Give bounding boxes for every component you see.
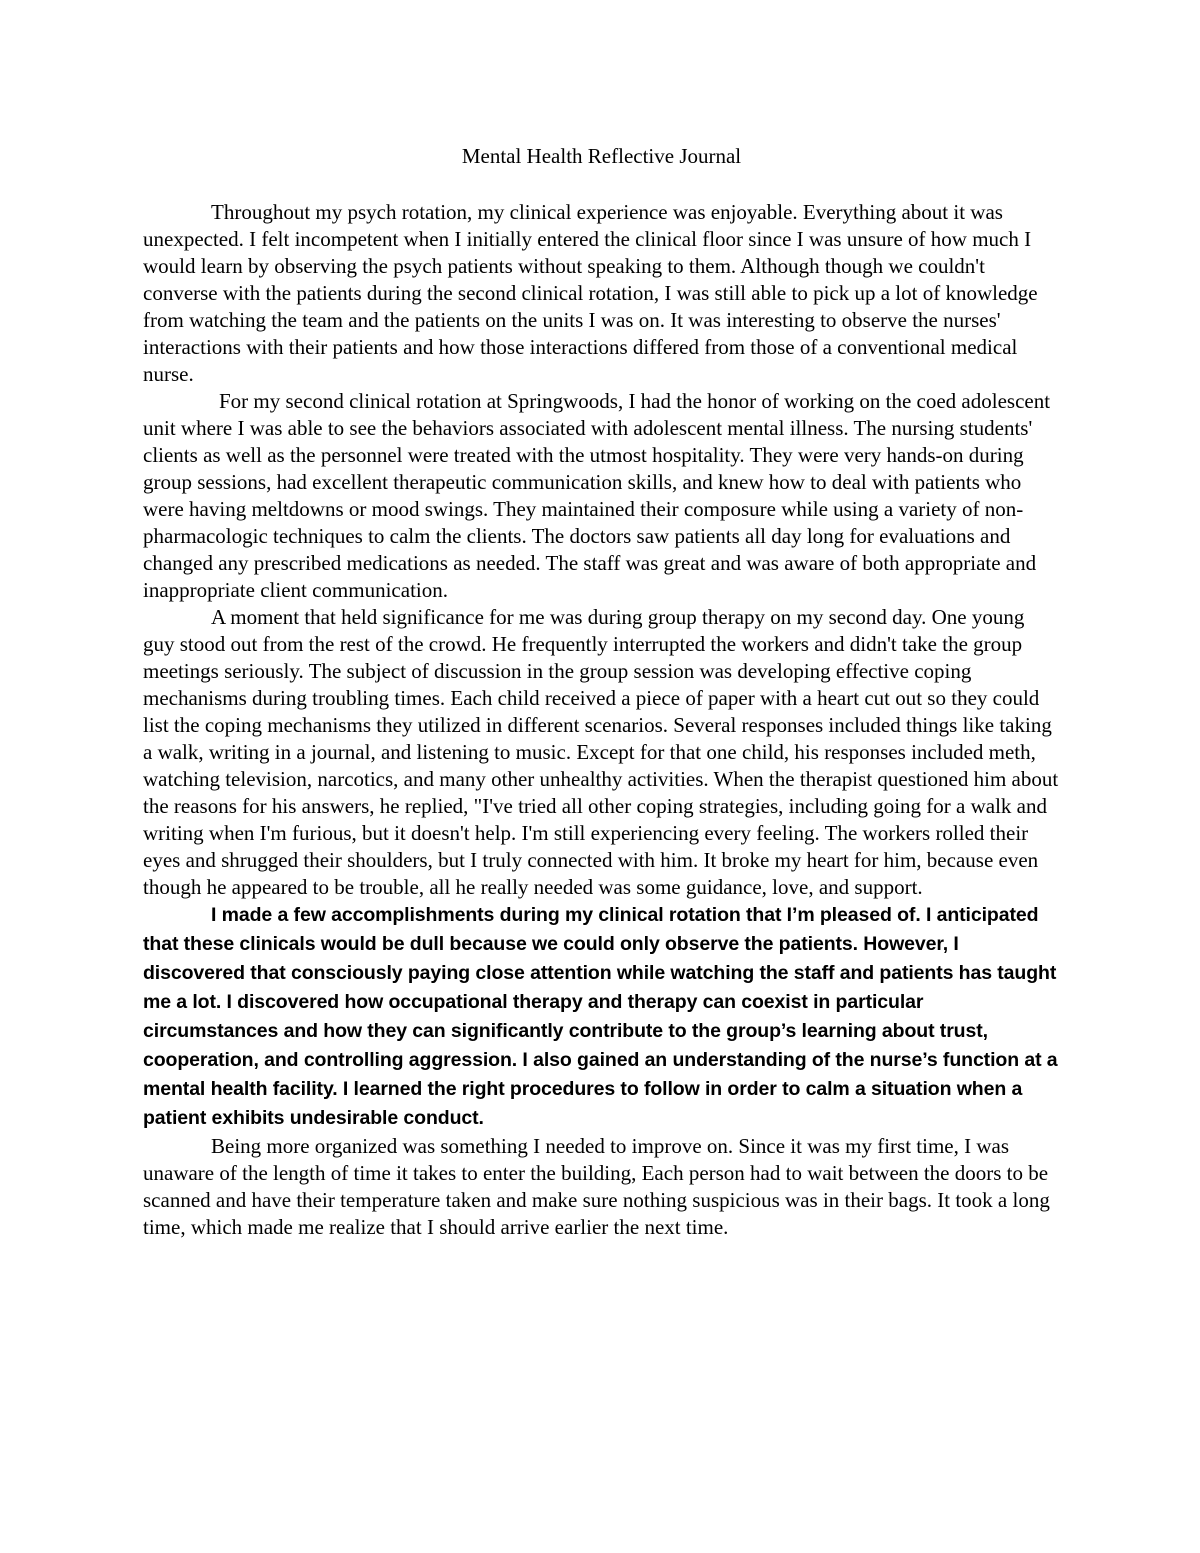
paragraph-springwoods: For my second clinical rotation at Springwoods, I had the honor of working on the coed adolescent unit where I was able to see the behaviors associated with adolescent mental illness. The nursing students' clients as well as the personnel were treated with the utmost hospitality. They were very hands-on during group sessions, had excellent therapeutic communication skills, and knew how to deal with patients who were having meltdowns or mood swings. They maintained their composure while using a variety of non-pharmacologic techniques to calm the clients. The doctors saw patients all day long for evaluations and changed any prescribed medications as needed. The staff was great and was aware of both appropriate and inappropriate client communication. [143, 389, 1051, 602]
document-title: Mental Health Reflective Journal [461, 144, 742, 168]
paragraph-group-therapy: A moment that held significance for me was during group therapy on my second day. One young guy stood out from the rest of the crowd. He frequently interrupted the workers and didn't take the group meetings seriously. The subject of discussion in the group session was developing effective coping mechanisms during troubling times. Each child received a piece of paper with a heart cut out so they could list the coping mechanisms they utilized in different scenarios. Several responses included things like taking a walk, writing in a journal, and listening to music. Except for that one child, his responses included meth, watching television, narcotics, and many other unhealthy activities. When the therapist questioned him about the reasons for his answers, he replied, "I've tried all other coping strategies, including going for a walk and writing when I'm furious, but it doesn't help. I'm still experiencing every feeling. The workers rolled their eyes and shrugged their shoulders, but I truly connected with him. It broke my heart for him, because even though he appeared to be trouble, all he really needed was some guidance, love, and support. [143, 605, 1059, 899]
document-page [143, 140, 1060, 1241]
paragraph-psych-rotation: Throughout my psych rotation, my clinical experience was enjoyable. Everything about it was unexpected. I felt incompetent when I initially entered the clinical floor since I was unsure of how much I would learn by observing the psych patients without speaking to them. Although though we couldn't converse with the patients during the second clinical rotation, I was still able to pick up a lot of knowledge from watching the team and the patients on the units I was on. It was interesting to observe the nurses' interactions with their patients and how those interactions differed from those of a conventional medical nurse. [143, 200, 1038, 386]
paragraph-organization: Being more organized was something I needed to improve on. Since it was my first time, I was unaware of the length of time it takes to enter the building, Each person had to wait between the doors to be scanned and have their temperature taken and make sure nothing suspicious was in their bags. It took a long time, which made me realize that I should arrive earlier the next time. [143, 1134, 1050, 1239]
paragraph-accomplishments: I made a few accomplishments during my clinical rotation that I’m pleased of. I anticipated that these clinicals would be dull because we could only observe the patients. However, I discovered that consciously paying close attention while watching the staff and patients has taught me a lot. I discovered how occupational therapy and therapy can coexist in particular circumstances and how they can significantly contribute to the group’s learning about trust, cooperation, and controlling aggression. I also gained an understanding of the nurse’s function at a mental health facility. I learned the right procedures to follow in order to calm a situation when a patient exhibits undesirable conduct. [143, 904, 1058, 1129]
